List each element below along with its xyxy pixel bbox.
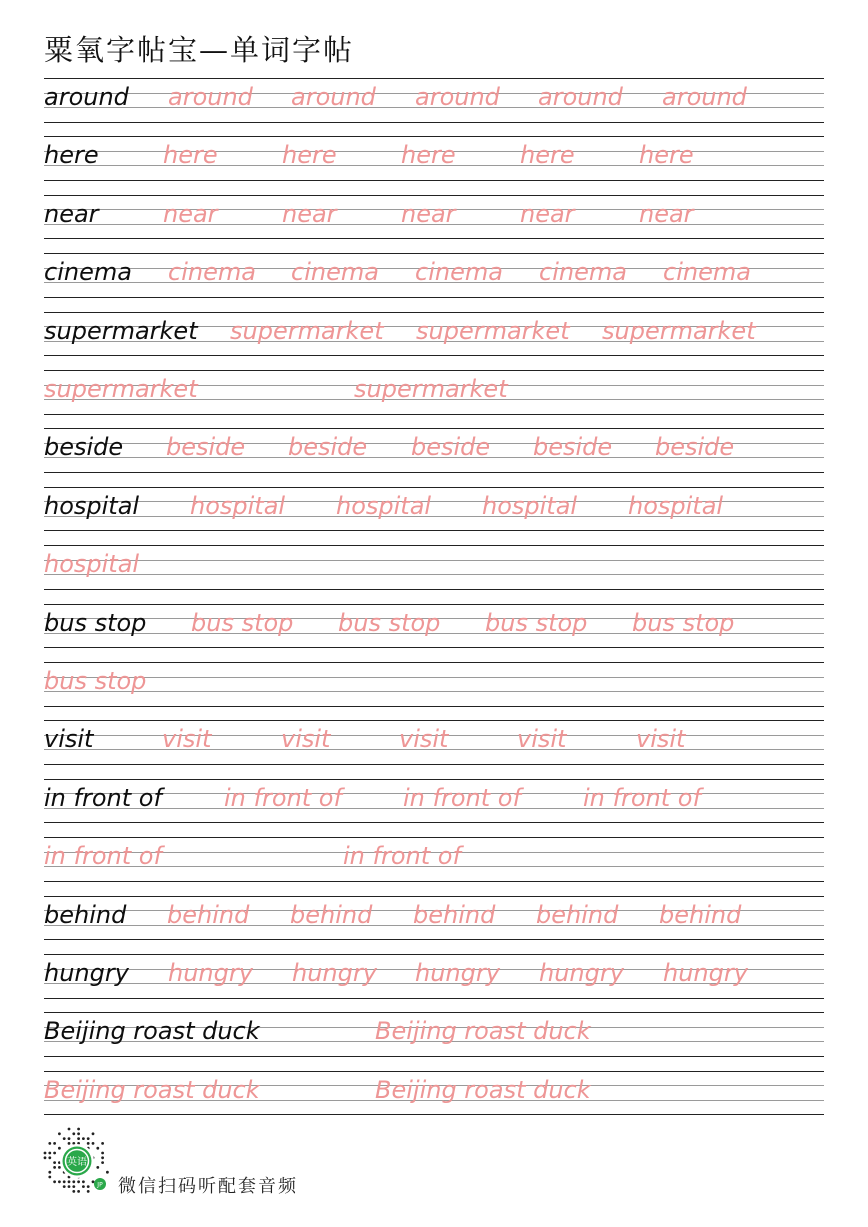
practice-row <box>44 253 824 297</box>
trace-word: hungry <box>663 959 748 987</box>
trace-word: supermarket <box>230 316 384 345</box>
trace-word: in front of <box>403 783 521 812</box>
trace-word: Beijing roast duck <box>44 1075 260 1104</box>
trace-word: cinema <box>539 258 627 287</box>
trace-word: beside <box>411 433 491 462</box>
trace-word: hospital <box>336 491 432 520</box>
guide-line <box>44 253 824 254</box>
guide-line <box>44 779 824 780</box>
guide-line <box>44 472 824 473</box>
trace-word: visit <box>517 725 567 754</box>
practice-row <box>44 779 824 823</box>
trace-word: hospital <box>628 491 724 520</box>
footer-caption: 微信扫码听配套音频 <box>118 1176 298 1197</box>
model-word: here <box>44 141 99 170</box>
trace-word: behind <box>413 900 496 929</box>
trace-word: bus stop <box>191 608 294 637</box>
guide-line <box>44 312 824 313</box>
model-word: cinema <box>44 258 132 287</box>
model-word: beside <box>44 433 124 462</box>
trace-word: around <box>168 83 253 111</box>
model-word: hospital <box>44 491 140 520</box>
practice-row <box>44 136 824 180</box>
guide-line <box>44 954 824 955</box>
model-word: around <box>44 83 129 111</box>
guide-line <box>44 487 824 488</box>
trace-word: behind <box>536 900 619 929</box>
model-word: visit <box>44 725 94 754</box>
qr-badge-label: 英语 <box>67 1157 87 1168</box>
trace-word: bus stop <box>485 608 588 637</box>
practice-row <box>44 545 824 589</box>
trace-word: near <box>163 199 218 228</box>
guide-line <box>44 881 824 882</box>
guide-line <box>44 428 824 429</box>
practice-row <box>44 195 824 239</box>
guide-line <box>44 297 824 298</box>
practice-row <box>44 78 824 122</box>
trace-word: in front of <box>583 783 701 812</box>
model-word: in front of <box>44 783 162 812</box>
guide-line <box>44 589 824 590</box>
guide-line <box>44 896 824 897</box>
practice-row <box>44 837 824 881</box>
trace-word: here <box>401 141 456 170</box>
guide-line <box>44 530 824 531</box>
trace-word: beside <box>533 433 613 462</box>
trace-word: supermarket <box>44 375 198 403</box>
trace-word: bus stop <box>44 667 147 695</box>
guide-line <box>44 720 824 721</box>
trace-word: supermarket <box>602 316 756 345</box>
guide-line <box>44 662 824 663</box>
trace-word: cinema <box>663 258 751 287</box>
guide-line <box>44 764 824 765</box>
guide-line <box>44 370 824 371</box>
trace-word: Beijing roast duck <box>375 1017 591 1046</box>
practice-row <box>44 428 824 472</box>
qr-code[interactable] <box>42 1126 112 1196</box>
guide-line <box>44 691 824 692</box>
trace-word: cinema <box>291 258 379 287</box>
model-word: near <box>44 199 99 228</box>
practice-row <box>44 312 824 356</box>
trace-word: visit <box>281 725 331 754</box>
trace-word: here <box>520 141 575 170</box>
trace-word: in front of <box>44 842 162 871</box>
trace-word: in front of <box>224 783 342 812</box>
trace-word: visit <box>399 725 449 754</box>
practice-row <box>44 487 824 531</box>
trace-word: near <box>282 199 337 228</box>
model-word: supermarket <box>44 316 198 345</box>
guide-line <box>44 560 824 561</box>
trace-word: hospital <box>190 491 286 520</box>
trace-word: beside <box>166 433 246 462</box>
guide-line <box>44 122 824 123</box>
practice-row <box>44 604 824 648</box>
trace-word: supermarket <box>354 375 508 403</box>
guide-line <box>44 677 824 678</box>
guide-line <box>44 939 824 940</box>
practice-row <box>44 370 824 414</box>
trace-word: behind <box>167 900 250 929</box>
guide-line <box>44 1012 824 1013</box>
trace-word: near <box>401 199 456 228</box>
guide-line <box>44 837 824 838</box>
trace-word: beside <box>655 433 735 462</box>
guide-line <box>44 1056 824 1057</box>
guide-line <box>44 238 824 239</box>
trace-word: bus stop <box>632 608 735 637</box>
trace-word: cinema <box>415 258 503 287</box>
trace-word: hungry <box>168 959 253 987</box>
trace-word: beside <box>288 433 368 462</box>
practice-row <box>44 954 824 998</box>
trace-word: near <box>520 199 575 228</box>
guide-line <box>44 195 824 196</box>
trace-word: behind <box>659 900 742 929</box>
trace-word: hospital <box>482 491 578 520</box>
trace-word: hospital <box>44 550 140 579</box>
trace-word: bus stop <box>338 608 441 637</box>
guide-line <box>44 545 824 546</box>
guide-line <box>44 998 824 999</box>
trace-word: hungry <box>539 959 624 987</box>
trace-word: visit <box>162 725 212 754</box>
guide-line <box>44 822 824 823</box>
practice-row <box>44 720 824 764</box>
trace-word: around <box>662 83 747 111</box>
practice-row <box>44 662 824 706</box>
trace-word: in front of <box>343 842 461 871</box>
page-title: 粟氧字帖宝—单词字帖 <box>44 33 355 67</box>
guide-line <box>44 647 824 648</box>
trace-word: Beijing roast duck <box>375 1075 591 1104</box>
model-word: bus stop <box>44 608 147 637</box>
model-word: behind <box>44 900 127 929</box>
guide-line <box>44 136 824 137</box>
trace-word: around <box>291 83 376 111</box>
trace-word: hungry <box>415 959 500 987</box>
trace-word: hungry <box>292 959 377 987</box>
trace-word: around <box>415 83 500 111</box>
guide-line <box>44 1114 824 1115</box>
guide-line <box>44 1071 824 1072</box>
practice-row <box>44 1012 824 1056</box>
guide-line <box>44 574 824 575</box>
model-word: Beijing roast duck <box>44 1017 260 1046</box>
trace-word: near <box>639 199 694 228</box>
trace-word: around <box>538 83 623 111</box>
trace-word: supermarket <box>416 316 570 345</box>
trace-word: cinema <box>168 258 256 287</box>
trace-word: here <box>163 141 218 170</box>
guide-line <box>44 180 824 181</box>
practice-row <box>44 1071 824 1115</box>
trace-word: behind <box>290 900 373 929</box>
qr-corner-label: JP <box>97 1181 103 1189</box>
practice-row <box>44 896 824 940</box>
guide-line <box>44 414 824 415</box>
trace-word: visit <box>636 725 686 754</box>
trace-word: here <box>639 141 694 170</box>
trace-word: here <box>282 141 337 170</box>
guide-line <box>44 355 824 356</box>
model-word: hungry <box>44 959 129 987</box>
guide-line <box>44 706 824 707</box>
guide-line <box>44 604 824 605</box>
guide-line <box>44 78 824 79</box>
